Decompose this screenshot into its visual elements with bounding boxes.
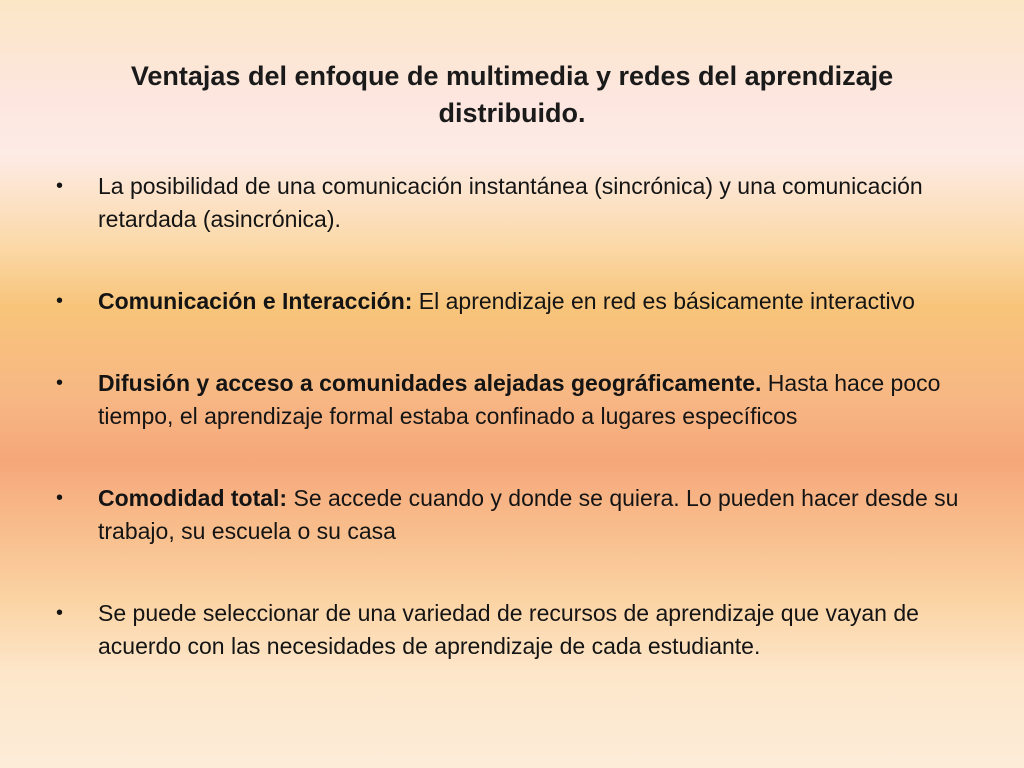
bullet-dot-icon: •: [56, 290, 64, 312]
bullet-lead: Comodidad total:: [98, 485, 288, 511]
bullet-item-5: [56, 597, 966, 663]
bullet-dot-icon: •: [56, 487, 64, 509]
slide-title: Ventajas del enfoque de multimedia y redes del aprendizaje distribuido.: [130, 61, 894, 128]
bullet-text: Hasta hace poco tiempo, el aprendizaje formal estaba confinado a lugares específicos: [98, 370, 941, 429]
bullet-item-1: [56, 170, 966, 236]
bullet-text: Se puede seleccionar de una variedad de recursos de aprendizaje que vayan de acuerdo con las necesidades de aprendizaje de cada estudiante.: [98, 600, 919, 659]
bullet-text: El aprendizaje en red es básicamente interactivo: [412, 288, 915, 314]
bullet-item-3: [56, 367, 966, 433]
bullet-dot-icon: •: [56, 175, 64, 197]
bullet-item-2: [56, 285, 966, 318]
bullet-item-4: [56, 482, 966, 548]
bullet-text: La posibilidad de una comunicación instantánea (sincrónica) y una comunicación retardada (asincrónica).: [98, 173, 923, 232]
bullet-dot-icon: •: [56, 602, 64, 624]
bullet-dot-icon: •: [56, 372, 64, 394]
bullet-lead: Difusión y acceso a comunidades alejadas geográficamente.: [98, 370, 762, 396]
bullet-lead: Comunicación e Interacción:: [98, 288, 413, 314]
bullet-text: Se accede cuando y donde se quiera. Lo pueden hacer desde su trabajo, su escuela o su casa: [98, 485, 959, 544]
bullet-list: [56, 170, 966, 663]
